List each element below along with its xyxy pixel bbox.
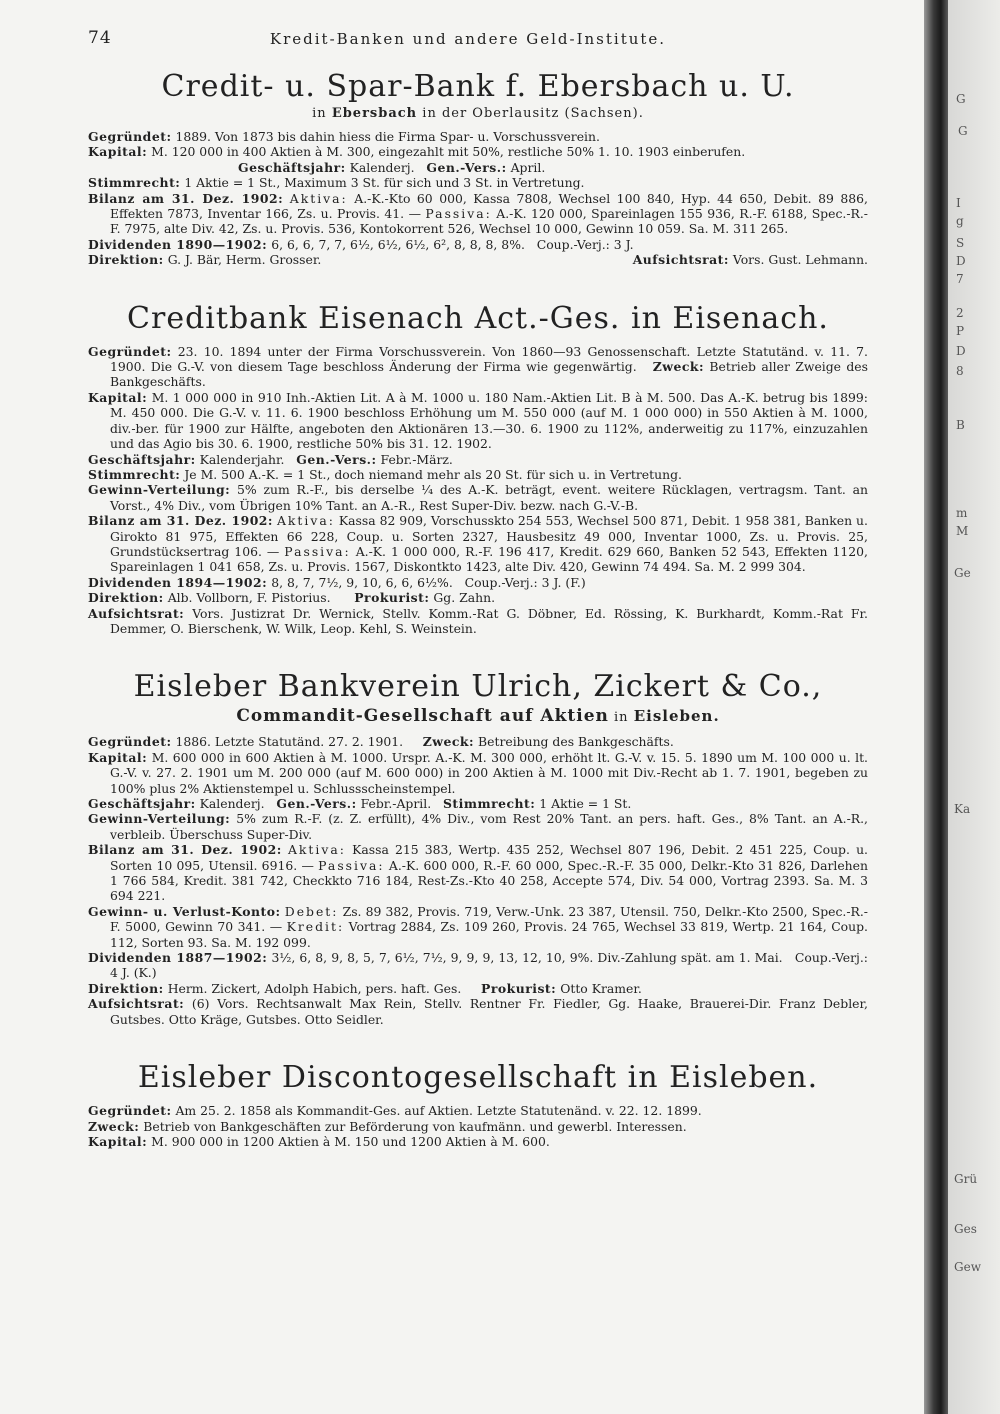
section-direktion: Direktion: G. J. Bär, Herm. Grosser. Aufsichtsrat: Vors. Gust. Lehmann.: [88, 252, 868, 268]
section-gegruendet: Gegründet: 1889. Von 1873 bis dahin hiess die Firma Spar- u. Vorschussverein.: [88, 129, 600, 144]
entry-place: Eisleben.: [633, 707, 720, 726]
page-content: [88, 70, 868, 1177]
section-dividenden: Dividenden 1894—1902: 8, 8, 7, 7½, 9, 10, 6, 6, 6½%. Coup.-Verj.: 3 J. (F.): [88, 574, 586, 590]
section-gewinn-verteilung: Gewinn-Verteilung: 5% zum R.-F., bis derselbe ¼ des A.-K. beträgt, event. weitere Rücklagen, vertragsm. Tant. an Vorst., 4% Div., vom Übrigen 10% Tant. an A.-R., Rest Super-Div. bezw. nach G.-V.-B.: [88, 482, 868, 513]
entry-creditbank-eisenach: [88, 302, 868, 637]
next-page-fragment: S: [956, 236, 965, 250]
section-kapital: Kapital: M. 120 000 in 400 Aktien à M. 300, eingezahlt mit 50%, restliche 50% 1. 10. 1903 einberufen.: [88, 144, 746, 160]
section-geschaeftsjahr: Geschäftsjahr: Kalenderjahr. Gen.-Vers.: Febr.-März.: [88, 451, 453, 467]
entry-company-type: Commandit-Gesellschaft auf Aktien: [236, 706, 609, 727]
section-gegruendet: Gegründet: 1886. Letzte Statutänd. 27. 2. 1901. Zweck: Betreibung des Bankgeschäfts.: [88, 734, 674, 750]
next-page-fragment: B: [956, 418, 965, 432]
next-page-fragment: 2: [956, 306, 964, 320]
section-kapital: Kapital: M. 600 000 in 600 Aktien à M. 1000. Urspr. A.-K. M. 300 000, erhöht lt. G.-V. v. 15. 5. 1890 um M. 100 000 u. lt. G.-V. v. 27. 2. 1901 um M. 200 000 (auf M. 600 000) in 200 Aktien à M. 1000 mit Div.-Recht ab 1. 7. 1901, begeben zu 100% plus 2% Aktienstempel u. Schlussscheinstempel.: [88, 749, 868, 796]
entry-title: Eisleber Bankverein Ulrich, Zickert & Co.,: [133, 669, 823, 705]
section-gewinn-verlust-konto: Gewinn- u. Verlust-Konto: Debet: Zs. 89 382, Provis. 719, Verw.-Unk. 23 387, Utensil. 750, Delkr.-Kto 2500, Spec.-R.-F. 5000, Gewinn 70 341. — Kredit: Vortrag 2884, Zs. 109 260, Provis. 24 765, Wechsel 33 819, Wertp. 21 164, Coup. 112, Sorten 93. Sa. M. 192 099.: [88, 903, 868, 950]
next-page-fragment: Grü: [954, 1172, 978, 1186]
next-page-fragment: I: [956, 196, 961, 210]
next-page-fragment: Ge: [954, 566, 971, 580]
section-direktion: Direktion: Herm. Zickert, Adolph Habich, pers. haft. Ges. Prokurist: Otto Kramer.: [88, 980, 642, 996]
next-page-fragment: 7: [956, 272, 964, 286]
section-direktion: Direktion: Alb. Vollborn, F. Pistorius. Prokurist: Gg. Zahn.: [88, 590, 496, 606]
entry-subtitle: in Ebersbach in der Oberlausitz (Sachsen).: [312, 106, 644, 121]
entry-credit-spar-bank-ebersbach: [88, 70, 868, 268]
next-page-fragment: Gew: [954, 1260, 981, 1274]
section-bilanz: Bilanz am 31. Dez. 1902: Aktiva: A.-K.-Kto 60 000, Kassa 7808, Wechsel 100 840, Hyp. 44 650, Debit. 89 886, Effekten 7873, Inventar 166, Zs. u. Provis. 41. — Passiva: A.-K. 120 000, Spareinlagen 155 936, R.-F. 6188, Spec.-R.-F. 7975, alte Div. 42, Zs. u. Provis. 536, Kontokorrent 526, Wechsel 10 000, Gewinn 10 059. Sa. M. 311 265.: [88, 190, 868, 237]
page-number: 74: [88, 28, 112, 48]
next-page-fragment: g: [956, 214, 964, 228]
entry-eisleber-discontogesellschaft: [88, 1061, 868, 1149]
section-bilanz: Bilanz am 31. Dez. 1902: Aktiva: Kassa 82 909, Vorschusskto 254 553, Wechsel 500 871, Debit. 1 958 381, Banken u. Girokto 81 975, Effekten 66 228, Coup. u. Sorten 2327, Hausbesitz 49 000, Inventar 1000, Zs. u. Provis. 25, Grundstücksertrag 106. — Passiva: A.-K. 1 000 000, R.-F. 196 417, Kredit. 629 660, Banken 52 543, Effekten 1120, Spareinlagen 1 041 658, Zs. u. Provis. 1567, Diskontkto 1423, alte Div. 420, Gewinn 74 494. Sa. M. 2 999 304.: [88, 513, 868, 575]
section-geschaeftsjahr: Geschäftsjahr: Kalenderj. Gen.-Vers.: April.: [238, 159, 546, 175]
next-page-edge: [948, 0, 1000, 1414]
next-page-fragment: Ges: [954, 1222, 977, 1236]
section-gegruendet: Gegründet: 23. 10. 1894 unter der Firma Vorschussverein. Von 1860—93 Genossenschaft. Letzte Statutänd. v. 11. 7. 1900. Die G.-V. von diesem Tage beschloss Änderung der Firma wie gegenwärtig. Zweck: Betrieb aller Zweige des Bankgeschäfts.: [88, 343, 868, 390]
entry-place: Ebersbach: [331, 106, 418, 121]
section-geschaeftsjahr: Geschäftsjahr: Kalenderj. Gen.-Vers.: Febr.-April. Stimmrecht: 1 Aktie = 1 St.: [88, 796, 632, 811]
section-gegruendet: Gegründet: Am 25. 2. 1858 als Kommandit-Ges. auf Aktien. Letzte Statutenänd. v. 22. 12. 1899.: [88, 1103, 702, 1119]
entry-eisleber-bankverein: [88, 670, 868, 1027]
entry-subtitle: Commandit-Gesellschaft auf Aktien in Eisleben.: [236, 706, 720, 727]
next-page-fragment: D: [956, 254, 966, 268]
section-aufsichtsrat: Aufsichtsrat: (6) Vors. Rechtsanwalt Max Rein, Stellv. Rentner Fr. Fiedler, Gg. Haake, Brauerei-Dir. Franz Debler, Gutsbes. Otto Kräge, Gutsbes. Otto Seidler.: [88, 996, 868, 1027]
book-spine-shadow: [924, 0, 948, 1414]
next-page-fragment: 8: [956, 364, 964, 378]
next-page-fragment: G: [958, 124, 968, 138]
entry-title: Credit- u. Spar-Bank f. Ebersbach u. U.: [161, 69, 795, 104]
section-dividenden: Dividenden 1887—1902: 3½, 6, 8, 9, 8, 5, 7, 6½, 7½, 9, 9, 9, 13, 12, 10, 9%. Div.-Zahlung spät. am 1. Mai. Coup.-Verj.: 4 J. (K.): [88, 950, 868, 981]
section-zweck: Zweck: Betrieb von Bankgeschäften zur Beförderung von kaufmänn. und gewerbl. Interessen.: [88, 1118, 687, 1134]
next-page-fragment: Ka: [954, 802, 971, 816]
section-stimmrecht: Stimmrecht: 1 Aktie = 1 St., Maximum 3 St. für sich und 3 St. in Vertretung.: [88, 175, 585, 191]
next-page-fragment: G: [956, 92, 966, 106]
running-title: Kredit-Banken und andere Geld-Institute.: [269, 30, 667, 48]
next-page-fragment: D: [956, 344, 966, 358]
section-dividenden: Dividenden 1890—1902: 6, 6, 6, 7, 7, 6½, 6½, 6½, 6², 8, 8, 8, 8%. Coup.-Verj.: 3 J.: [88, 236, 634, 252]
next-page-fragment: M: [956, 524, 969, 538]
section-stimmrecht: Stimmrecht: Je M. 500 A.-K. = 1 St., doch niemand mehr als 20 St. für sich u. in Vertretung.: [88, 466, 682, 482]
section-aufsichtsrat: Aufsichtsrat: Vors. Justizrat Dr. Wernick, Stellv. Komm.-Rat G. Döbner, Ed. Rössing, K. Burkhardt, Komm.-Rat Fr. Demmer, O. Bierschenk, W. Wilk, Leop. Kehl, S. Weinstein.: [88, 605, 868, 636]
running-header: [88, 28, 848, 52]
section-kapital: Kapital: M. 1 000 000 in 910 Inh.-Aktien Lit. A à M. 1000 u. 180 Nam.-Aktien Lit. B à M. 500. Das A.-K. betrug bis 1899: M. 450 000. Die G.-V. v. 11. 6. 1900 beschloss Erhöhung um M. 550 000 (auf M. 1 000 000) in 550 Aktien à M. 1000, div.-ber. für 1900 zur Hälfte, angeboten den Aktionären 13.—30. 6. 1900 zu 112%, anderweitig zu 117%, einzuzahlen und das Agio bis 30. 6. 1900, restliche 50% bis 31. 12. 1902.: [88, 389, 868, 452]
section-kapital: Kapital: M. 900 000 in 1200 Aktien à M. 150 und 1200 Aktien à M. 600.: [88, 1133, 550, 1149]
next-page-fragment: P: [956, 324, 965, 338]
entry-title: Creditbank Eisenach Act.-Ges. in Eisenach.: [127, 300, 829, 336]
entry-title: Eisleber Discontogesellschaft in Eisleben.: [137, 1060, 819, 1096]
next-page-fragment: m: [956, 506, 968, 520]
section-gewinn-verteilung: Gewinn-Verteilung: 5% zum R.-F. (z. Z. erfüllt), 4% Div., vom Rest 20% Tant. an pers. haft. Ges., 8% Tant. an A.-R., verbleib. Überschuss Super-Div.: [88, 811, 868, 842]
section-bilanz: Bilanz am 31. Dez. 1902: Aktiva: Kassa 215 383, Wertp. 435 252, Wechsel 807 196, Debit. 2 451 225, Coup. u. Sorten 10 095, Utensil. 6916. — Passiva: A.-K. 600 000, R.-F. 60 000, Spec.-R.-F. 35 000, Delkr.-Kto 31 826, Darlehen 1 766 584, Kredit. 381 742, Checkkto 716 184, Rest-Zs.-Kto 40 258, Accepte 574, Div. 54 000, Vortrag 2393. Sa. M. 3 694 221.: [88, 842, 868, 904]
